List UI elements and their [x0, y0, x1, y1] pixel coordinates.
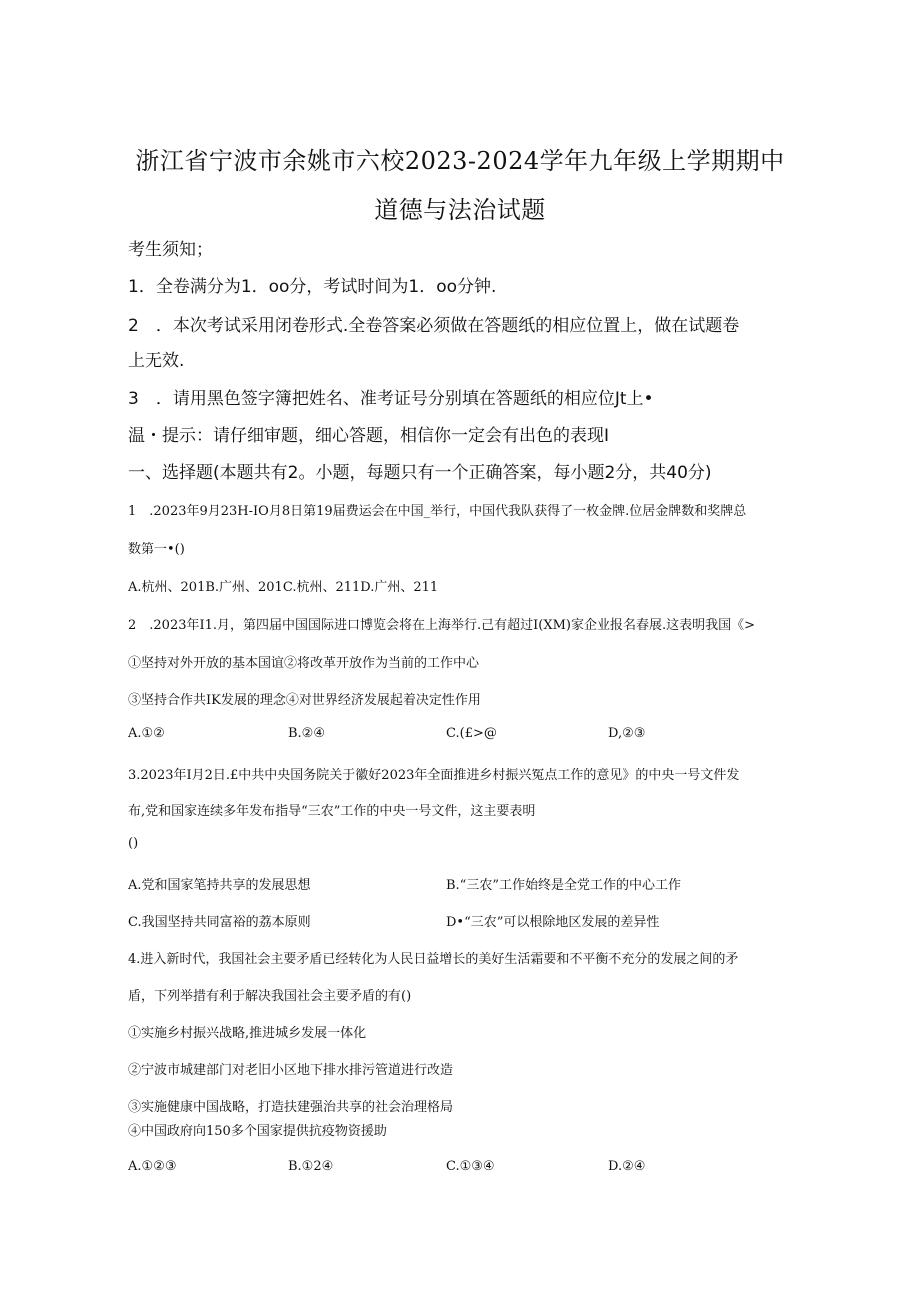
question-3-option-b: B.“三农”工作始终是全党工作的中心工作: [446, 878, 681, 893]
page-subtitle: 道德与法治试题: [374, 196, 546, 224]
question-3-answer-bracket: (): [128, 836, 139, 851]
question-4-statement-4: ④中国政府向150多个国家提供抗疫物资援助: [128, 1124, 387, 1139]
question-3-stem: 3.2023年I月2日.£中共中央国务院关于徽好2023年全面推进乡村振兴冤点工作的意见》的中央一号文件发: [128, 768, 740, 783]
notice-item-1: 1．全卷满分为1．oo分，考试时间为1．oo分钟.: [128, 277, 497, 297]
section-heading: 一、选择题(本题共有2。小题，每题只有一个正确答案，每小题2分，共40分): [128, 463, 712, 483]
question-2-option-c: C.(£>@: [446, 726, 497, 741]
page-title: 浙江省宁波市余姚市六校2023-2024学年九年级上学期期中: [135, 147, 785, 175]
question-4-option-a: A.①②③: [128, 1159, 177, 1174]
notice-tip: 温・提示：请仔细审题，细心答题，相信你一定会有出色的表现I: [128, 426, 610, 446]
question-1-stem-continued: 数第一•(): [128, 542, 185, 557]
notice-item-3: 3 ．请用黑色签字簿把姓名、准考证号分别填在答题纸的相应位Jt上•: [128, 389, 654, 409]
question-1-options: A.杭州、201B.广州、201C.杭州、211D.广州、211: [128, 580, 439, 595]
notice-heading: 考生须知；: [128, 240, 213, 260]
question-2-statement-3-4: ③坚持合作共IK发展的理念④对世界经济发展起着决定性作用: [128, 693, 481, 708]
notice-item-2: 2 ．本次考试采用闭卷形式.全卷答案必须做在答题纸的相应位置上，做在试题卷: [128, 316, 740, 336]
question-3-option-c: C.我国坚持共同富裕的荔本原则: [128, 915, 311, 930]
question-3-option-a: A.党和国家笔持共享的发展思想: [128, 878, 311, 893]
question-2-option-d: D,②③: [608, 726, 646, 741]
question-2-statement-1-2: ①坚持对外开放的基本国谊②将改革开放作为当前的工作中心: [128, 656, 480, 671]
question-4-option-d: D.②④: [608, 1159, 646, 1174]
notice-item-2-continued: 上无效.: [128, 351, 185, 371]
question-4-statement-2: ②宁波市城建部门对老旧小区地下排水排污管道进行改造: [128, 1063, 454, 1078]
question-1-stem: 1 .2023年9月23H-IO月8日第19届费运会在中国_举行，中国代我队获得了一枚金牌.位居金牌数和奖牌总: [128, 504, 747, 519]
question-4-option-b: B.①2④: [288, 1159, 334, 1174]
question-2-option-a: A.①②: [128, 726, 165, 741]
question-4-stem: 4.进入新时代，我国社会主要矛盾已经转化为人民日益增长的美好生活霜要和不平衡不充分的发展之间的矛: [128, 952, 739, 967]
question-2-option-b: B.②④: [288, 726, 325, 741]
question-2-stem: 2 .2023年I1.月，第四届中国国际进口博览会将在上海举行.己有超过I(XM)家企业报名春展.这表明我国《>: [128, 618, 756, 633]
question-3-stem-continued: 布,党和国家连续多年发布指导“三农”工作的中央一号文件，这主要表明: [128, 804, 536, 819]
question-4-option-c: C.①③④: [446, 1159, 495, 1174]
question-4-stem-continued: 盾，下列举措有利于解决我国社会主要矛盾的有(): [128, 989, 412, 1004]
question-4-statement-3: ③实施健康中国战略，打造扶建强治共享的社会治理格局: [128, 1100, 454, 1115]
question-3-option-d: D•“三农”可以根除地区发展的差异性: [446, 915, 660, 930]
question-4-statement-1: ①实施乡村振兴战略,推进城乡发展一体化: [128, 1026, 367, 1041]
